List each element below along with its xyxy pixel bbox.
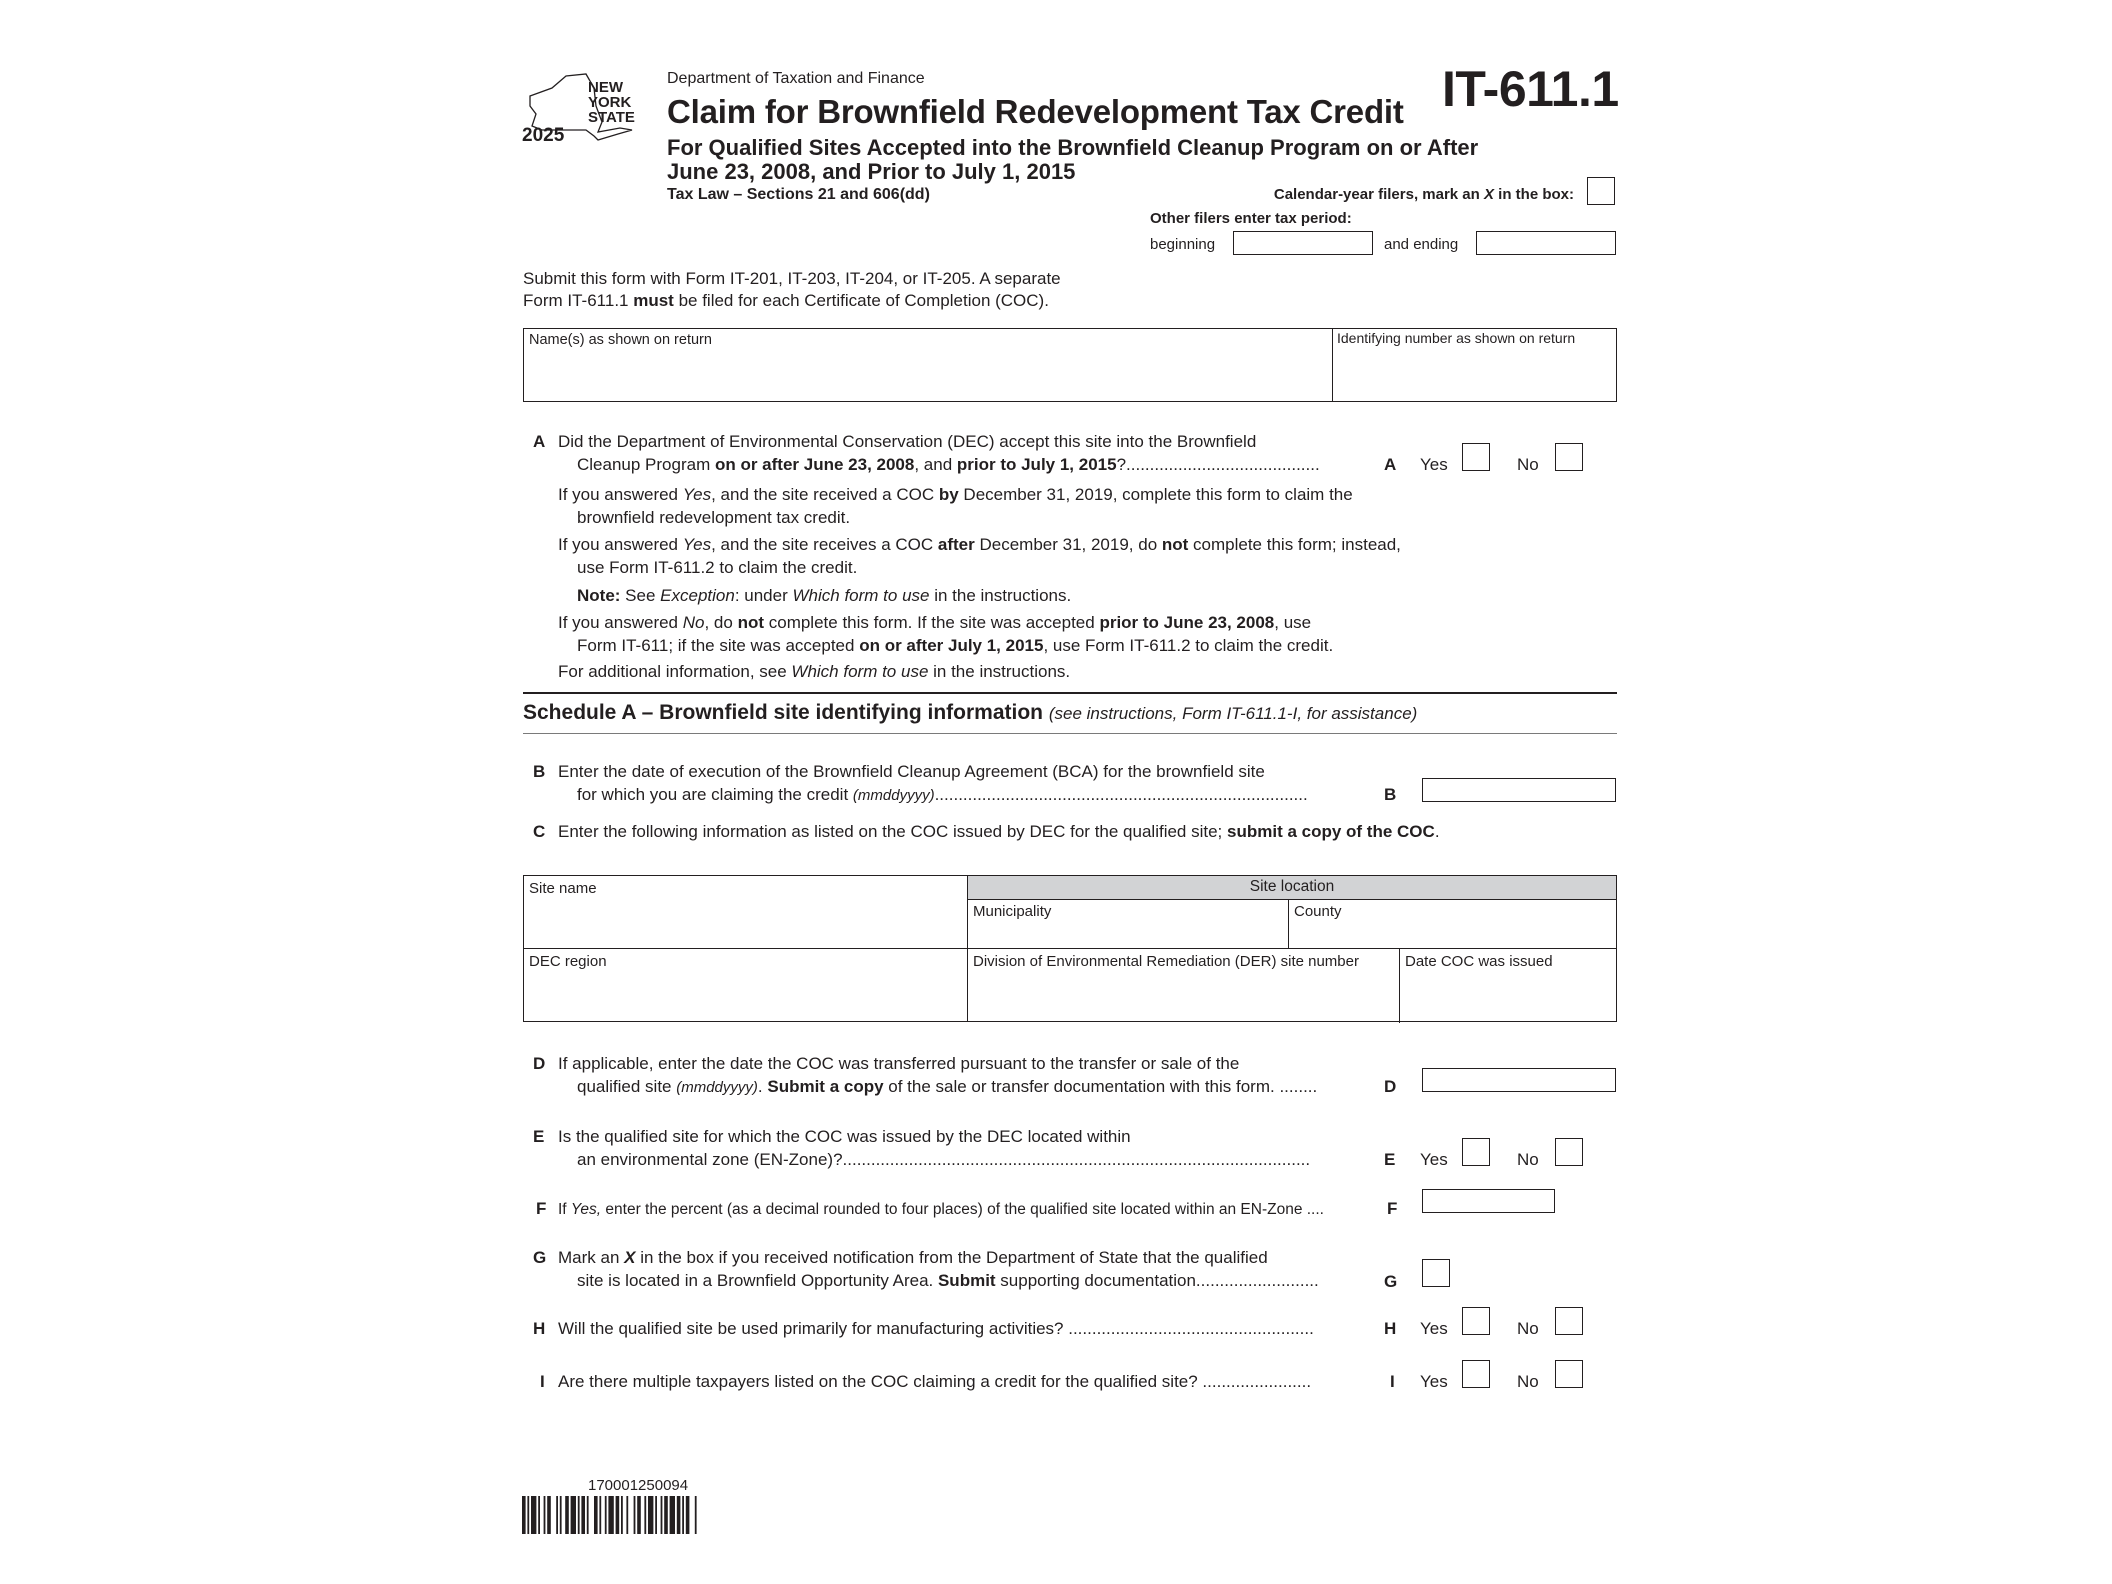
cal-post: in the box: xyxy=(1494,186,1574,203)
logo-year: 2025 xyxy=(522,125,565,146)
t: , and the site received a COC xyxy=(711,485,939,504)
t: ?......................................... xyxy=(1116,455,1320,474)
question-g-right-letter: G xyxy=(1384,1272,1398,1291)
site-information-table xyxy=(523,875,1617,1022)
t: Which form to use xyxy=(791,662,929,681)
der-site-number-cell[interactable] xyxy=(968,949,1399,1022)
t: If you answered xyxy=(558,485,683,504)
der-site-number-label: Division of Environmental Remediation (DER) site number xyxy=(973,953,1359,970)
logo-line-2: YORK xyxy=(588,94,632,111)
tax-period-beginning-field[interactable] xyxy=(1233,231,1373,255)
question-h-yes-label: Yes xyxy=(1420,1319,1448,1338)
name-label: Name(s) as shown on return xyxy=(529,332,712,348)
question-g-text xyxy=(558,1246,1458,1292)
t: prior to July 1, 2015 xyxy=(956,455,1117,474)
question-e-right-letter: E xyxy=(1384,1150,1396,1169)
question-b-right-letter: B xyxy=(1384,785,1397,804)
cal-pre: Calendar-year filers, mark an xyxy=(1273,186,1484,203)
qb-line-1: Enter the date of execution of the Brownfield Cleanup Agreement (BCA) for the brownfield site xyxy=(558,762,1265,781)
bca-date-field[interactable] xyxy=(1422,778,1616,802)
question-h-letter: H xyxy=(533,1319,546,1338)
t: on or after June 23, 2008 xyxy=(714,455,915,474)
t: Submit xyxy=(937,1271,996,1290)
question-h-yes-checkbox[interactable] xyxy=(1462,1307,1490,1335)
barcode xyxy=(522,1496,762,1534)
question-e-text xyxy=(558,1125,1398,1171)
tax-law-reference: Tax Law – Sections 21 and 606(dd) xyxy=(667,186,930,203)
t: Yes xyxy=(682,485,712,504)
form-subtitle xyxy=(667,136,1567,184)
en-zone-percent-field[interactable] xyxy=(1422,1189,1555,1213)
question-a-text xyxy=(558,430,1458,476)
t: supporting documentation.......................... xyxy=(995,1271,1319,1290)
subtitle-line-2: June 23, 2008, and Prior to July 1, 2015 xyxy=(667,159,1076,184)
qa-p3-line-1 xyxy=(558,611,1518,634)
t: (mmddyyyy) xyxy=(676,1079,758,1096)
t: (mmddyyyy) xyxy=(852,787,935,804)
qd-line-1: If applicable, enter the date the COC was transferred pursuant to the transfer or sale of the xyxy=(558,1054,1240,1073)
question-b-text xyxy=(558,760,1458,807)
t: after xyxy=(937,535,975,554)
site-name-cell[interactable] xyxy=(524,876,967,948)
t: Cleanup Program xyxy=(577,455,715,474)
name-id-box xyxy=(523,328,1617,402)
question-e-letter: E xyxy=(533,1127,545,1146)
question-e-no-label: No xyxy=(1517,1150,1539,1169)
t: prior to June 23, 2008 xyxy=(1099,613,1275,632)
t: , do xyxy=(704,613,738,632)
municipality-label: Municipality xyxy=(973,903,1052,920)
schedule-a-title xyxy=(523,701,1417,725)
question-h-text: Will the qualified site be used primarily for manufacturing activities? .................................................... xyxy=(558,1319,1314,1338)
question-i-yes-checkbox[interactable] xyxy=(1462,1360,1490,1388)
subtitle-line-1: For Qualified Sites Accepted into the Brownfield Cleanup Program on or After xyxy=(667,135,1479,160)
t: ............................................................................... xyxy=(934,785,1308,804)
question-a-letter: A xyxy=(533,432,546,451)
municipality-cell[interactable] xyxy=(968,900,1288,948)
t: Form IT-611.1 xyxy=(523,291,634,310)
logo-line-1: NEW xyxy=(588,79,623,96)
t: If you answered xyxy=(558,613,683,632)
t: Submit a copy xyxy=(767,1077,884,1096)
schedule-a-bottom-rule xyxy=(523,733,1617,734)
site-name-label: Site name xyxy=(529,880,597,897)
dec-region-cell[interactable] xyxy=(524,949,967,1022)
t: Yes, xyxy=(570,1201,602,1218)
submit-line-1: Submit this form with Form IT-201, IT-203, IT-204, or IT-205. A separate xyxy=(523,269,1061,288)
t: of the sale or transfer documentation with this form. ........ xyxy=(883,1077,1318,1096)
qa-line-2 xyxy=(558,453,1458,476)
t: complete this form; instead, xyxy=(1188,535,1401,554)
t: If xyxy=(558,1201,571,1218)
t: Enter the following information as listed on the COC issued by DEC for the qualified site; xyxy=(558,822,1228,841)
beginning-label: beginning xyxy=(1150,236,1216,253)
t: in the instructions. xyxy=(929,586,1072,605)
question-a-yes-checkbox[interactable] xyxy=(1462,443,1490,471)
qa-p3-line-2 xyxy=(558,634,1518,657)
county-cell[interactable] xyxy=(1289,900,1617,948)
question-i-text: Are there multiple taxpayers listed on the COC claiming a credit for the qualified site? ....................... xyxy=(558,1372,1312,1391)
t: submit a copy of the COC xyxy=(1227,822,1435,841)
qd-line-2 xyxy=(558,1075,1458,1099)
t: not xyxy=(1161,535,1189,554)
t: be filed for each Certificate of Completion (COC). xyxy=(673,291,1049,310)
t: in the box if you received notification from the Department of State that the qualified xyxy=(635,1248,1268,1267)
question-i-no-checkbox[interactable] xyxy=(1555,1360,1583,1388)
form-title: Claim for Brownfield Redevelopment Tax Credit xyxy=(667,93,1404,130)
dec-region-label: DEC region xyxy=(529,953,607,970)
barcode-number: 170001250094 xyxy=(588,1477,689,1494)
question-a-right-letter: A xyxy=(1384,455,1397,474)
t: complete this form. If the site was accepted xyxy=(764,613,1100,632)
name-box-divider xyxy=(1332,329,1333,401)
t: not xyxy=(737,613,765,632)
qa-paragraph-2 xyxy=(558,533,1518,579)
question-f-letter: F xyxy=(536,1199,547,1218)
question-i-no-label: No xyxy=(1517,1372,1539,1391)
other-filers-label: Other filers enter tax period: xyxy=(1150,210,1352,227)
t: . xyxy=(1434,822,1440,841)
brownfield-opportunity-area-checkbox[interactable] xyxy=(1422,1259,1450,1287)
t: on or after July 1, 2015 xyxy=(859,636,1044,655)
county-label: County xyxy=(1294,903,1342,920)
t: Note: xyxy=(577,586,621,605)
question-f-right-letter: F xyxy=(1387,1199,1398,1218)
t: site is located in a Brownfield Opportunity Area. xyxy=(577,1271,938,1290)
t: See xyxy=(620,586,661,605)
question-h-no-label: No xyxy=(1517,1319,1539,1338)
id-label: Identifying number as shown on return xyxy=(1337,330,1576,346)
date-coc-issued-cell[interactable] xyxy=(1400,949,1617,1022)
question-e-yes-label: Yes xyxy=(1420,1150,1448,1169)
qa-paragraph-4 xyxy=(558,660,1070,683)
t: Mark an xyxy=(558,1248,625,1267)
t: No xyxy=(682,613,705,632)
question-a-no-checkbox[interactable] xyxy=(1555,443,1583,471)
qa-note xyxy=(577,584,1071,607)
question-b-letter: B xyxy=(533,762,546,781)
t: , and xyxy=(914,455,957,474)
qb-line-2 xyxy=(558,783,1458,807)
question-e-yes-checkbox[interactable] xyxy=(1462,1138,1490,1166)
submit-line-2 xyxy=(523,290,1223,312)
department-name: Department of Taxation and Finance xyxy=(667,70,925,87)
t: Exception xyxy=(660,586,735,605)
question-a-yes-label: Yes xyxy=(1420,455,1448,474)
question-d-right-letter: D xyxy=(1384,1077,1397,1096)
identifying-number-field[interactable] xyxy=(1334,349,1616,401)
question-d-text xyxy=(558,1052,1458,1099)
t: Form IT-611; if the site was accepted xyxy=(577,636,860,655)
qa-paragraph-1 xyxy=(558,483,1458,529)
t: must xyxy=(633,291,674,310)
t: in the instructions. xyxy=(928,662,1071,681)
question-e-no-checkbox[interactable] xyxy=(1555,1138,1583,1166)
t: . xyxy=(757,1077,768,1096)
question-c-text xyxy=(558,820,1440,843)
t: , and the site receives a COC xyxy=(711,535,938,554)
question-c-letter: C xyxy=(533,822,546,841)
qa-line-1: Did the Department of Environmental Conservation (DEC) accept this site into the Brownfield xyxy=(558,432,1257,451)
question-h-right-letter: H xyxy=(1384,1319,1397,1338)
calendar-year-checkbox[interactable] xyxy=(1587,177,1615,205)
schedule-a-note: (see instructions, Form IT-611.1-I, for assistance) xyxy=(1048,704,1418,723)
question-a-no-label: No xyxy=(1517,455,1539,474)
question-i-right-letter: I xyxy=(1390,1372,1395,1391)
schedule-a-top-rule xyxy=(523,692,1617,694)
qa-p1-line-1 xyxy=(558,483,1458,506)
qa-p1-line-2: brownfield redevelopment tax credit. xyxy=(577,508,851,527)
site-location-header: Site location xyxy=(968,876,1616,900)
t: enter the percent (as a decimal rounded to four places) of the qualified site located within an EN-Zone .... xyxy=(601,1201,1324,1218)
question-f-text xyxy=(558,1198,1324,1221)
qa-p2-line-1 xyxy=(558,533,1518,556)
logo-state-name xyxy=(588,80,635,125)
name-field[interactable] xyxy=(524,349,1330,401)
qe-line-2: an environmental zone (EN-Zone)?................................................................................................... xyxy=(577,1150,1311,1169)
barcode-icon xyxy=(522,1496,762,1534)
t: For additional information, see xyxy=(558,662,792,681)
t: December 31, 2019, complete this form to claim the xyxy=(958,485,1353,504)
t: , use xyxy=(1274,613,1312,632)
t: , use Form IT-611.2 to claim the credit. xyxy=(1043,636,1334,655)
qe-line-1: Is the qualified site for which the COC was issued by the DEC located within xyxy=(558,1127,1131,1146)
t: for which you are claiming the credit xyxy=(577,785,853,804)
t: Which form to use xyxy=(792,586,930,605)
t: qualified site xyxy=(577,1077,677,1096)
question-i-yes-label: Yes xyxy=(1420,1372,1448,1391)
t: : under xyxy=(734,586,793,605)
form-number: IT-611.1 xyxy=(1442,61,1619,117)
qg-line-2 xyxy=(558,1269,1458,1292)
t: Schedule A – Brownfield site identifying information xyxy=(523,701,1043,724)
qa-p2-line-2: use Form IT-611.2 to claim the credit. xyxy=(577,558,858,577)
coc-transfer-date-field[interactable] xyxy=(1422,1068,1616,1092)
t: by xyxy=(938,485,959,504)
question-i-letter: I xyxy=(540,1372,545,1391)
calendar-year-label xyxy=(1150,186,1574,203)
qa-paragraph-3 xyxy=(558,611,1518,657)
ending-label: and ending xyxy=(1384,236,1459,253)
cal-x: X xyxy=(1483,186,1494,203)
t: Yes xyxy=(682,535,712,554)
question-d-letter: D xyxy=(533,1054,546,1073)
question-g-letter: G xyxy=(533,1248,547,1267)
tax-period-ending-field[interactable] xyxy=(1476,231,1616,255)
date-coc-issued-label: Date COC was issued xyxy=(1405,953,1553,970)
question-h-no-checkbox[interactable] xyxy=(1555,1307,1583,1335)
t: X xyxy=(624,1248,636,1267)
t: If you answered xyxy=(558,535,683,554)
qg-line-1 xyxy=(558,1246,1458,1269)
submit-instructions xyxy=(523,268,1223,312)
t: December 31, 2019, do xyxy=(974,535,1162,554)
logo-line-3: STATE xyxy=(588,109,635,126)
